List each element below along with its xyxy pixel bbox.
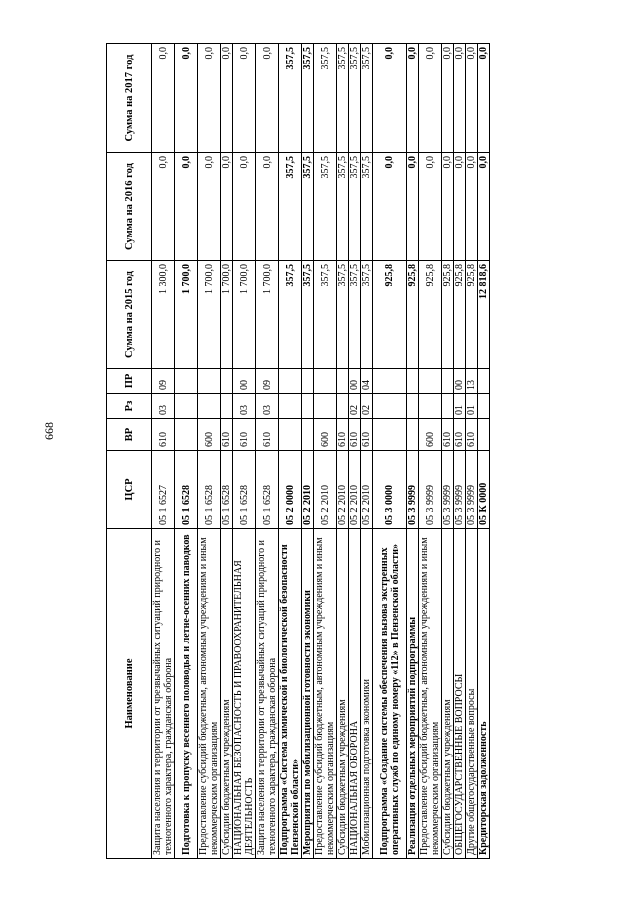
row-sum-2015: 357,5 <box>361 261 373 369</box>
row-rz: 01 <box>454 394 466 419</box>
row-csr: 05 2 2010 <box>361 451 373 529</box>
table-row <box>454 44 466 859</box>
row-csr: 05 1 6528 <box>175 451 198 529</box>
row-rz <box>373 394 407 419</box>
row-rz <box>407 394 419 419</box>
row-sum-2017: 357,5 <box>361 44 373 153</box>
row-sum-2017: 0,0 <box>442 44 454 153</box>
row-name: Субсидии бюджетным учреждениям <box>442 529 454 859</box>
row-name: Мероприятия по мобилизационной готовности экономики <box>302 529 314 859</box>
row-csr: 05 1 6528 <box>233 451 256 529</box>
row-pr <box>419 369 442 394</box>
row-sum-2016: 0,0 <box>454 153 466 261</box>
row-csr: 05 1 6527 <box>152 451 175 529</box>
row-csr: 05 1 6528 <box>221 451 233 529</box>
row-rz: 02 <box>361 394 373 419</box>
row-sum-2016: 0,0 <box>478 153 490 261</box>
row-csr: 05 1 6528 <box>256 451 279 529</box>
row-sum-2015: 1 700,0 <box>221 261 233 369</box>
row-name: Мобилизационная подготовка экономики <box>361 529 373 859</box>
row-sum-2015: 357,5 <box>337 261 349 369</box>
row-name: Субсидии бюджетным учреждениям <box>337 529 349 859</box>
table-row <box>349 44 361 859</box>
row-rz <box>314 394 337 419</box>
row-sum-2016: 357,5 <box>302 153 314 261</box>
row-csr: 05 2 0000 <box>279 451 302 529</box>
row-sum-2015: 925,8 <box>454 261 466 369</box>
row-sum-2015: 12 818,6 <box>478 261 490 369</box>
table-row <box>279 44 302 859</box>
row-rz <box>279 394 302 419</box>
table-row <box>221 44 233 859</box>
row-pr <box>407 369 419 394</box>
row-csr: 05 3 9999 <box>466 451 478 529</box>
row-pr: 00 <box>454 369 466 394</box>
row-sum-2015: 1 300,0 <box>152 261 175 369</box>
row-sum-2016: 0,0 <box>198 153 221 261</box>
row-sum-2017: 0,0 <box>466 44 478 153</box>
row-rz <box>478 394 490 419</box>
row-csr: 05 2 2010 <box>314 451 337 529</box>
row-name: НАЦИОНАЛЬНАЯ ОБОРОНА <box>349 529 361 859</box>
row-pr <box>302 369 314 394</box>
table-row <box>314 44 337 859</box>
row-vr: 610 <box>256 419 279 451</box>
row-rz <box>221 394 233 419</box>
row-sum-2017: 0,0 <box>407 44 419 153</box>
row-name: НАЦИОНАЛЬНАЯ БЕЗОПАСНОСТЬ И ПРАВООХРАНИТЕЛЬНАЯ ДЕЯТЕЛЬНОСТЬ <box>233 529 256 859</box>
row-vr: 600 <box>419 419 442 451</box>
row-sum-2017: 0,0 <box>419 44 442 153</box>
row-sum-2017: 0,0 <box>152 44 175 153</box>
row-name: Субсидии бюджетным учреждениям <box>221 529 233 859</box>
table-row <box>466 44 478 859</box>
header-sum-2016: Сумма на 2016 год <box>107 153 152 261</box>
table-row <box>373 44 407 859</box>
table-row <box>175 44 198 859</box>
row-csr: 05 2 2010 <box>337 451 349 529</box>
row-name: Подготовка к пропуску весеннего половодья и летне-осенних паводков <box>175 529 198 859</box>
row-vr: 610 <box>337 419 349 451</box>
header-csr: ЦСР <box>107 451 152 529</box>
table-row <box>442 44 454 859</box>
row-name: Другие общегосударственные вопросы <box>466 529 478 859</box>
row-rz <box>175 394 198 419</box>
row-sum-2017: 0,0 <box>198 44 221 153</box>
row-csr: 05 2 2010 <box>349 451 361 529</box>
row-sum-2016: 0,0 <box>256 153 279 261</box>
header-name: Наименование <box>107 529 152 859</box>
table-row <box>256 44 279 859</box>
row-sum-2015: 1 700,0 <box>233 261 256 369</box>
row-sum-2017: 0,0 <box>175 44 198 153</box>
row-sum-2015: 357,5 <box>302 261 314 369</box>
row-sum-2015: 1 700,0 <box>175 261 198 369</box>
row-csr: 05 К 0000 <box>478 451 490 529</box>
row-sum-2017: 0,0 <box>478 44 490 153</box>
row-vr: 610 <box>454 419 466 451</box>
row-vr: 610 <box>361 419 373 451</box>
row-sum-2015: 925,8 <box>407 261 419 369</box>
row-pr <box>221 369 233 394</box>
header-rz: Рз <box>107 394 152 419</box>
row-sum-2015: 357,5 <box>349 261 361 369</box>
row-sum-2017: 357,5 <box>314 44 337 153</box>
row-vr <box>302 419 314 451</box>
header-row <box>107 44 152 859</box>
row-pr: 00 <box>349 369 361 394</box>
row-vr <box>373 419 407 451</box>
row-csr: 05 3 9999 <box>454 451 466 529</box>
row-pr <box>279 369 302 394</box>
table-row <box>407 44 419 859</box>
row-name: Предоставление субсидий бюджетным, автономным учреждениям и иным некоммерческим организациям <box>198 529 221 859</box>
row-pr: 04 <box>361 369 373 394</box>
row-pr <box>175 369 198 394</box>
row-sum-2015: 925,8 <box>419 261 442 369</box>
table-row <box>419 44 442 859</box>
row-vr: 610 <box>233 419 256 451</box>
row-sum-2017: 0,0 <box>221 44 233 153</box>
row-rz: 03 <box>233 394 256 419</box>
row-vr: 610 <box>152 419 175 451</box>
row-vr: 610 <box>466 419 478 451</box>
row-pr: 09 <box>152 369 175 394</box>
row-name: Предоставление субсидий бюджетным, автономным учреждениям и иным некоммерческим организациям <box>314 529 337 859</box>
row-sum-2016: 357,5 <box>314 153 337 261</box>
row-pr <box>337 369 349 394</box>
table-row <box>337 44 349 859</box>
row-rz <box>442 394 454 419</box>
table-row <box>152 44 175 859</box>
header-vr: ВР <box>107 419 152 451</box>
row-vr <box>478 419 490 451</box>
row-sum-2017: 0,0 <box>233 44 256 153</box>
row-pr <box>442 369 454 394</box>
row-sum-2016: 357,5 <box>279 153 302 261</box>
row-sum-2016: 0,0 <box>442 153 454 261</box>
row-csr: 05 3 9999 <box>442 451 454 529</box>
row-sum-2015: 357,5 <box>314 261 337 369</box>
row-sum-2015: 925,8 <box>373 261 407 369</box>
row-name: Реализация отдельных мероприятий подпрограммы <box>407 529 419 859</box>
row-pr <box>478 369 490 394</box>
table-row <box>198 44 221 859</box>
row-sum-2016: 0,0 <box>419 153 442 261</box>
row-sum-2016: 0,0 <box>407 153 419 261</box>
row-sum-2015: 1 700,0 <box>256 261 279 369</box>
row-csr: 05 3 0000 <box>373 451 407 529</box>
row-sum-2016: 0,0 <box>233 153 256 261</box>
row-sum-2015: 925,8 <box>442 261 454 369</box>
rotated-table-wrapper <box>106 44 533 859</box>
row-pr: 13 <box>466 369 478 394</box>
row-csr: 05 3 9999 <box>419 451 442 529</box>
row-pr <box>314 369 337 394</box>
row-sum-2017: 357,5 <box>279 44 302 153</box>
row-sum-2015: 357,5 <box>279 261 302 369</box>
row-rz: 01 <box>466 394 478 419</box>
row-sum-2016: 0,0 <box>373 153 407 261</box>
row-name: Защита населения и территории от чрезвычайных ситуаций природного и техногенного характера, гражданская оборона <box>256 529 279 859</box>
budget-table <box>106 43 490 859</box>
row-rz <box>419 394 442 419</box>
row-csr: 05 3 9999 <box>407 451 419 529</box>
row-pr <box>373 369 407 394</box>
table-row <box>233 44 256 859</box>
row-csr: 05 1 6528 <box>198 451 221 529</box>
row-rz <box>198 394 221 419</box>
row-rz: 03 <box>152 394 175 419</box>
row-name: Защита населения и территории от чрезвычайных ситуаций природного и техногенного характера, гражданская оборона <box>152 529 175 859</box>
row-sum-2017: 0,0 <box>256 44 279 153</box>
row-sum-2015: 925,8 <box>466 261 478 369</box>
row-name: Предоставление субсидий бюджетным, автономным учреждениям и иным некоммерческим организациям <box>419 529 442 859</box>
row-sum-2017: 0,0 <box>373 44 407 153</box>
page-number: 668 <box>42 422 56 440</box>
row-vr: 610 <box>442 419 454 451</box>
row-rz <box>337 394 349 419</box>
row-sum-2016: 0,0 <box>152 153 175 261</box>
row-pr <box>198 369 221 394</box>
row-vr: 600 <box>198 419 221 451</box>
row-pr: 00 <box>233 369 256 394</box>
row-vr <box>279 419 302 451</box>
table-row <box>302 44 314 859</box>
row-sum-2016: 0,0 <box>221 153 233 261</box>
row-vr <box>175 419 198 451</box>
header-sum-2017: Сумма на 2017 год <box>107 44 152 153</box>
row-pr: 09 <box>256 369 279 394</box>
table-row <box>478 44 490 859</box>
row-name: ОБЩЕГОСУДАРСТВЕННЫЕ ВОПРОСЫ <box>454 529 466 859</box>
row-sum-2017: 357,5 <box>349 44 361 153</box>
row-sum-2016: 357,5 <box>349 153 361 261</box>
row-name: Подпрограмма «Создание системы обеспечения вызова экстренных оперативных служб по единому номеру «112» в Пензенской области» <box>373 529 407 859</box>
header-pr: ПР <box>107 369 152 394</box>
row-sum-2016: 0,0 <box>175 153 198 261</box>
row-sum-2017: 357,5 <box>302 44 314 153</box>
row-sum-2016: 357,5 <box>361 153 373 261</box>
row-vr: 600 <box>314 419 337 451</box>
table-body <box>152 44 490 859</box>
table-row <box>361 44 373 859</box>
row-sum-2017: 0,0 <box>454 44 466 153</box>
row-sum-2016: 0,0 <box>466 153 478 261</box>
row-vr <box>407 419 419 451</box>
row-rz: 02 <box>349 394 361 419</box>
row-rz: 03 <box>256 394 279 419</box>
row-rz <box>302 394 314 419</box>
row-vr: 610 <box>349 419 361 451</box>
row-vr: 610 <box>221 419 233 451</box>
row-sum-2016: 357,5 <box>337 153 349 261</box>
row-csr: 05 2 2010 <box>302 451 314 529</box>
row-sum-2017: 357,5 <box>337 44 349 153</box>
row-name: Подпрограмма «Система химической и биологической безопасности Пензенской области» <box>279 529 302 859</box>
row-sum-2015: 1 700,0 <box>198 261 221 369</box>
row-name: Кредиторская задолженность <box>478 529 490 859</box>
header-sum-2015: Сумма на 2015 год <box>107 261 152 369</box>
